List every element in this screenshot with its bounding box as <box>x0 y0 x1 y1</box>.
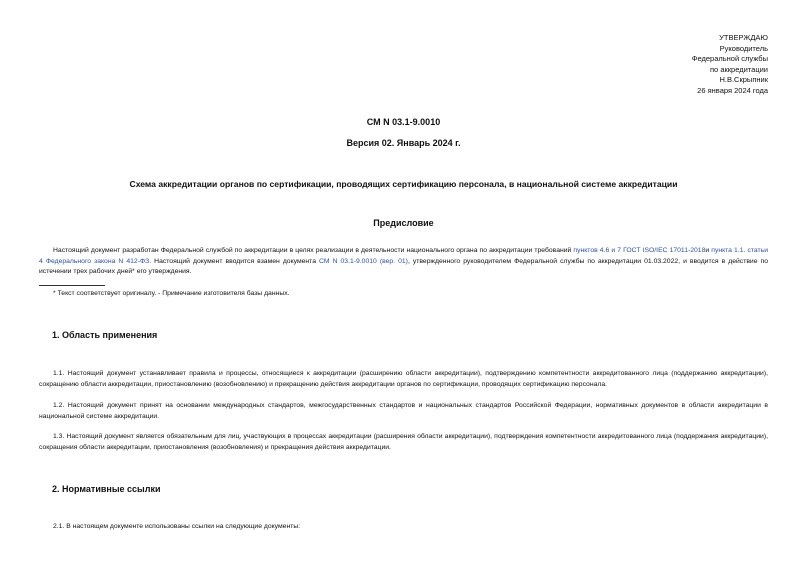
approval-line-signatory: Н.В.Скрыпник <box>719 75 768 84</box>
document-version: Версия 02. Январь 2024 г. <box>346 138 461 148</box>
preface-text-3: . Настоящий документ вводится взамен документа <box>149 257 320 265</box>
preface-heading: Предисловие <box>373 218 434 228</box>
document-code: СМ N 03.1-9.0010 <box>366 117 441 127</box>
section-1-heading: 1. Область применения <box>52 330 158 340</box>
gost-link[interactable]: пунктов 4.6 и 7 ГОСТ ISO/IEC 17011-2018 <box>573 247 706 254</box>
footnote: * Текст соответствует оригиналу. - Примечание изготовителя базы данных. <box>53 290 290 297</box>
preface-text-4: , утвержденного руководителем Федеральной службы по аккредитации 01.03.2022, и вводится в действие по истечении трех рабочих дней* его утверждения. <box>39 257 769 276</box>
preface-text-1: Настоящий документ разработан Федеральной службой по аккредитации в целях реализации в деятельности национального органа по аккредитации требований <box>53 247 574 254</box>
approval-line-agency-2: по аккредитации <box>710 64 768 74</box>
approval-line-agency: Федеральной службы <box>691 54 768 63</box>
approval-line-approve: УТВЕРЖДАЮ <box>719 33 768 42</box>
footnote-divider <box>39 285 105 286</box>
section-2-heading: 2. Нормативные ссылки <box>52 484 161 494</box>
approval-block <box>692 33 768 96</box>
document-title: Схема аккредитации органов по сертификации, проводящих сертификацию персонала, в национальной системе аккредитации <box>129 179 678 189</box>
approval-line-position: Руководитель <box>719 43 768 53</box>
section-2-paragraph-1: 2.1. В настоящем документе использованы ссылки на следующие документы: <box>53 523 301 530</box>
preface-text-2: и <box>705 247 712 254</box>
previous-version-link[interactable]: СМ N 03.1-9.0010 (вер. 01) <box>319 257 408 265</box>
section-1-paragraph-2: 1.2. Настоящий документ принят на основании международных стандартов, межгосударственных стандартов и национальных стандартов Российской Федерации, нормативных документов в области аккредитации в национальной системе аккредитации. <box>39 402 768 420</box>
federal-law-link[interactable]: пункта 1.1. статьи 4 Федерального закона N 412-ФЗ <box>39 247 768 265</box>
approval-line-date: 26 января 2024 года <box>697 85 768 95</box>
section-1-paragraph-1: 1.1. Настоящий документ устанавливает правила и процессы, относящиеся к аккредитации (расширению области аккредитации), подтверждению компетентности аккредитованного лица (поддержанию аккредитации), сокращению области аккредитации, приостановлению (возобновлению) и прекращению действия аккредитации органов по сертификации, проводящих сертификацию персонала. <box>39 370 768 388</box>
preface-paragraph <box>39 246 768 278</box>
section-1-paragraph-3: 1.3. Настоящий документ является обязательным для лиц, участвующих в процессах аккредитации (расширения области аккредитации), подтверждения компетентности аккредитованного лица (поддержания аккредитации), сокращения области аккредитации, приостановления (возобновления) и прекращения действия аккредитации. <box>39 433 768 451</box>
